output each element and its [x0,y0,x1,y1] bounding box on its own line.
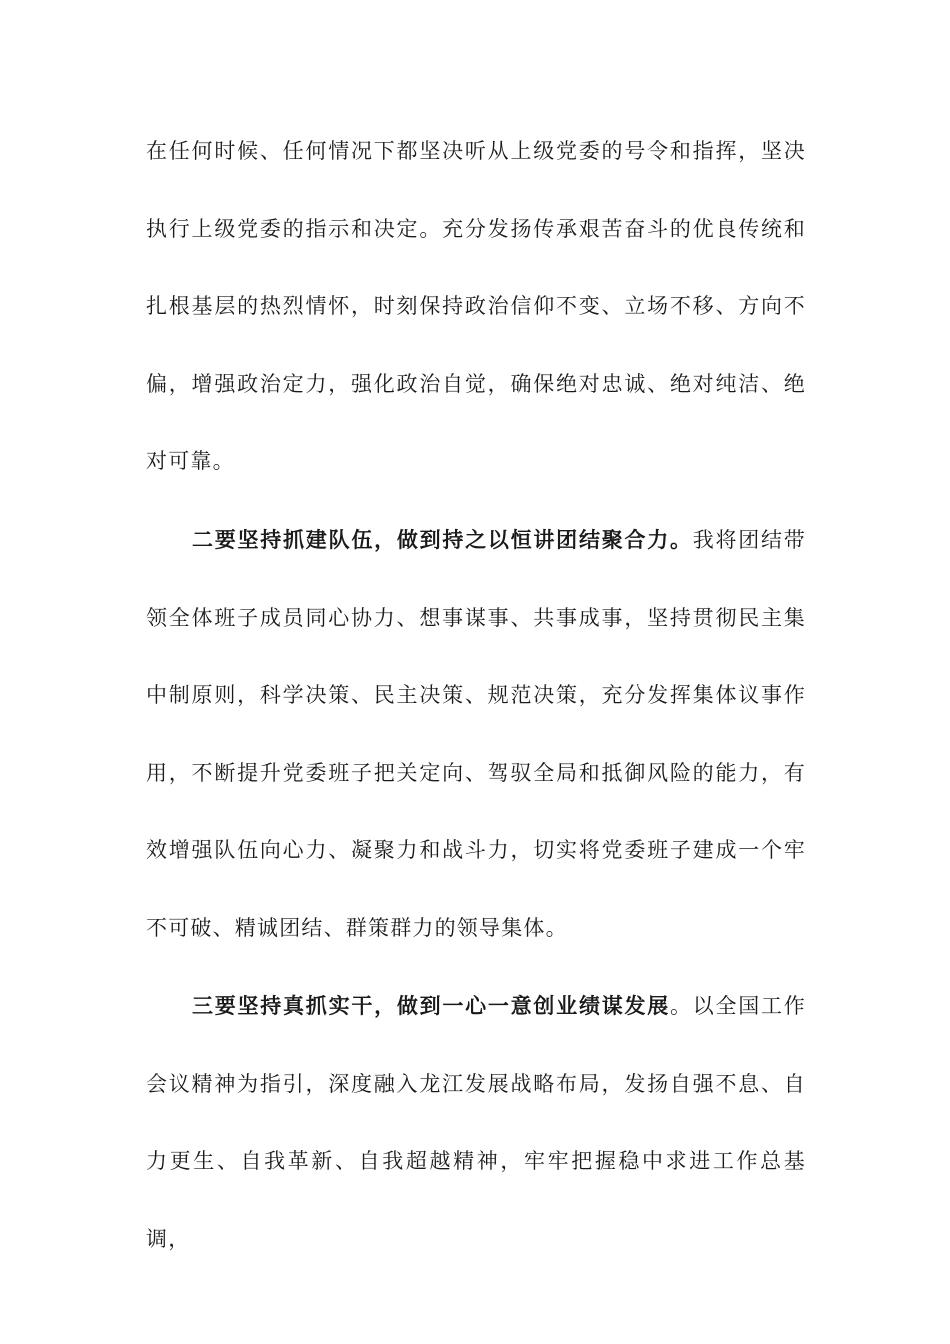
paragraph-3-body [146,967,806,1278]
paragraph-3-heading: 三要坚持真抓实干，做到一心一意创业绩谋发展 [192,993,670,1018]
paragraph-1-text: 在任何时候、任何情况下都坚决听从上级党委的号令和指挥，坚决执行上级党委的指示和决定。充分发扬传承艰苦奋斗的优良传统和扎根基层的热烈情怀，时刻保持政治信仰不变、立场不移、方向不偏，增强政治定力，强化政治自觉，确保绝对忠诚、绝对纯洁、绝对可靠。 [146,139,806,473]
paragraph-2-text: 我将团结带领全体班子成员同心协力、想事谋事、共事成事，坚持贯彻民主集中制原则，科学决策、民主决策、规范决策，充分发挥集体议事作用，不断提升党委班子把关定向、驾驭全局和抵御风险的能力，有效增强队伍向心力、凝聚力和战斗力，切实将党委班子建成一个牢不可破、精诚团结、群策群力的领导集体。 [146,528,806,940]
paragraph-2-heading: 二要坚持抓建队伍，做到持之以恒讲团结聚合力。 [192,527,693,552]
paragraph-2 [146,501,806,967]
paragraph-3-heading-end: 。 [670,994,693,1018]
paragraph-3-text: 以全国工作会议精神为指引，深度融入龙江发展战略布局，发扬自强不息、自力更生、自我革新、自我超越精神，牢牢把握稳中求进工作总基调， [146,994,807,1251]
paragraph-3 [146,967,806,1278]
paragraph-2-body [146,501,806,967]
paragraph-1 [146,113,806,501]
